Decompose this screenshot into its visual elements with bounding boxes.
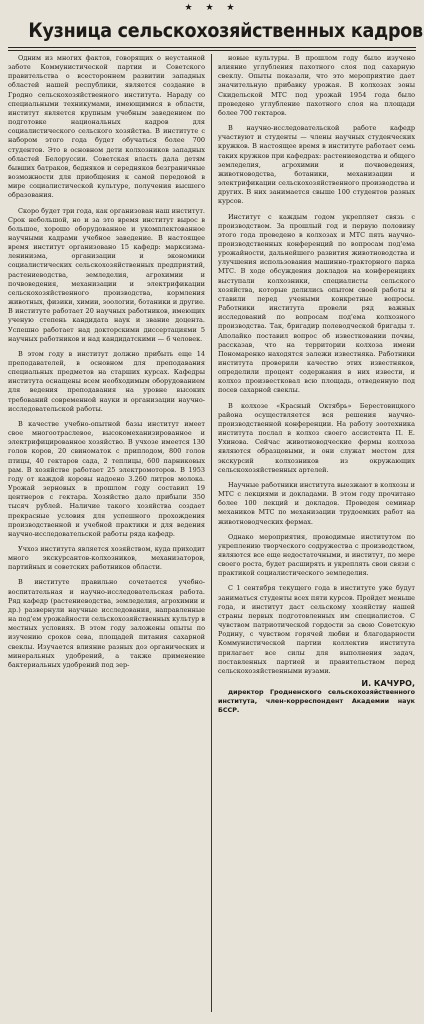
paragraph: С 1 сентября текущего года в институте уже будут заниматься студенты всех пяти курсов. Пройдет меньше года, и институт даст сельскому хозяйству нашей страны первых подготовленных им специалистов. С чувством патриотической гордости за свою Советскую Родину, с чувством горячей любви и благодарности Коммунистической партии коллектив института прилагает все силы для выполнения задач, поставленных партией и правительством перед сельскохозяйственными вузами. [218,584,415,675]
paragraph: Институт с каждым годом укрепляет связь с производством. За прошлый год и первую половину этого года проведено в колхозах и МТС пять научно-производственных конференций по вопросам под'ема урожайности, дальнейшего развития животноводства и улучшения использования машинно-тракторного парка МТС. В ходе обсуждения докладов на конференциях выступали колхозники, специалисты сельского хозяйства, которые делились опытом своей работы и ставили перед учеными конкретные вопросы. Работники института провели ряд важных исследований по вопросам под'ема колхозного производства. Так, бригадир полеводческой бригады т. Аполайко поставил вопрос об известковании почвы, рассказав, что на территории колхоза имени Пономаренко находятся залежи известняка. Работники института проверили качество этих известняков, определили процент содержания в них извести, и колхоз произвестковал всю площадь, отведенную под посев сахарной свеклы. [218,212,415,395]
paragraph: В институте правильно сочетается учебно-воспитательная и научно-исследовательская работа. Ряд кафедр (растениеводства, земледелия, агрохимии и др.) развернули научные исследования, направленные на под'ем урожайности сельскохозяйственных культур в местных условиях. В этом году заложены опыты по изучению сроков сева, площадей питания сахарной свеклы. Изучается влияние разных доз органических и минеральных удобрений, а также применение бактериальных удобрений под зер- [8,578,205,669]
paragraph: новые культуры. В прошлом году было изучено влияние углубления пахотного слоя под сахарную свеклу. Опыты показали, что это мероприятие дает значительную прибавку урожая. В колхозах зоны Скидельской МТС под урожай 1954 года было проведено углубление пахотного слоя на площади более 700 гектаров. [218,54,415,117]
stars-ornament: ★ ★ ★ [184,3,240,13]
author-name: И. КАЧУРО, [361,679,415,688]
paragraph: Одним из многих фактов, говорящих о неустанной заботе Коммунистической партии и Советского правительства о всестороннем развитии западных областей нашей республики, является создание в Гродно сельскохозяйственного института. Нараду со специальными техникумами, имеющимися в области, институт является крупным учебным заведением по подготовке национальных кадров для социалистического сельского хозяйства. В институте с набором этого года будет обучаться более 700 студентов. Это в основном дети колхозников западных областей Белоруссии. Советская власть дала детям бывших батраков, бедняков и середняков безграничные возможности для приобщения к самой передовой в мире социалистической культуре, получения высшего образования. [8,54,205,200]
headline-rule-secondary [8,50,416,51]
paragraph: Учхоз института является хозяйством, куда приходит много экскурсантов-колхозников, механизаторов, партийных и советских работников области. [8,544,205,572]
paragraph: В колхозе «Красный Октябрь» Берестовицкого района осуществляется вся решения научно-производственной конференции. На работу зоотехника института послал в колхоз своего ассистента П. Е. Ухинова. Сейчас животноводческие фермы колхоза являются образцовыми, и они служат местом для экскурсий колхозников из окружающих сельскохозяйственных артелей. [218,401,415,474]
paragraph: В научно-исследовательской работе кафедр участвуют и студенты — члены научных студенческих кружков. В настоящее время в институте работает семь таких кружков при кафедрах: растениеводства и общего земледелия, агрохимии и почвоведения, животноводства, ботаники, механизации и электрификации сельскохозяйственного производства и других. В них занимается свыше 100 студентов разных курсов. [218,124,415,206]
author-role: директор Гродненского сельскохозяйственного института, член-корреспондент Академии наук БССР. [218,688,415,715]
article-headline: Кузница сельскохозяйственных кадров [28,19,423,42]
headline-rule [8,47,416,48]
paragraph: Скоро будет три года, как организован наш институт. Срок небольшой, но и за это время институт вырос в большое, хорошо оборудованное и укомплектованное научными кадрами учебное заведение. В настоящее время институт организовано 15 кафедр: марксизма-ленинизма, организации и экономики социалистических сельскохозяйственных предприятий, растениеводства, земледелия, агрохимии и почвоведения, механизации и электрификации сельскохозяйственного производства, кормления животных, физики, химии, зоологии, ботаники и другие. В институте работает 20 научных работников, имеющих ученую степень кандидата наук и звание доцента. Успешно работает над докторскими диссертациями 5 научных работников и над кандидатскими — 6 человек. [8,206,205,343]
paragraph: Научные работники института выезжают в колхозы и МТС с лекциями и докладами. В этом году прочитано более 100 лекций и докладов. Проведен семинар механиков МТС по механизации трудоемких работ на животноводческих фермах. [218,480,415,526]
paragraph: В этом году в институт должно прибыть еще 14 преподавателей, в основном для преподавания специальных предметов на старших курсах. Кафедры института оснащены всем необходимым оборудованием для ведения преподавания на уровне высоких требований современной науки и организации научно-исследовательской работы. [8,349,205,413]
paragraph: В качестве учебно-опытной базы институт имеет свое многоотраслевое, высокомеханизированное и электрифицированное хозяйство. В учхозе имеется 130 голов коров, 20 свиноматок с приплодом, 800 голов птицы, 40 гектаров сада, 2 теплицы, 600 парниковых рам. В хозяйстве работает 25 электромоторов. В 1953 году от каждой коровы надоено 3.260 литров молока. Урожай зерновых в прошлом году составил 19 центнеров с гектара. Хозяйство дало прибыли 350 тысяч рублей. Наличие такого хозяйства создает прекрасные условия для успешного прохождения производственной и учебной практики и для ведения научно-исследовательской работы ряда кафедр. [8,419,205,538]
left-column [8,54,205,673]
column-divider [211,54,212,1012]
right-column [218,54,415,718]
paragraph: Однако мероприятия, проводимые институтом по укреплению творческого содружества с производством, являются все еще недостаточными, и институт, по мере своего роста, будет расширять и укреплять свои связи с практикой социалистического земледелия. [218,532,415,578]
